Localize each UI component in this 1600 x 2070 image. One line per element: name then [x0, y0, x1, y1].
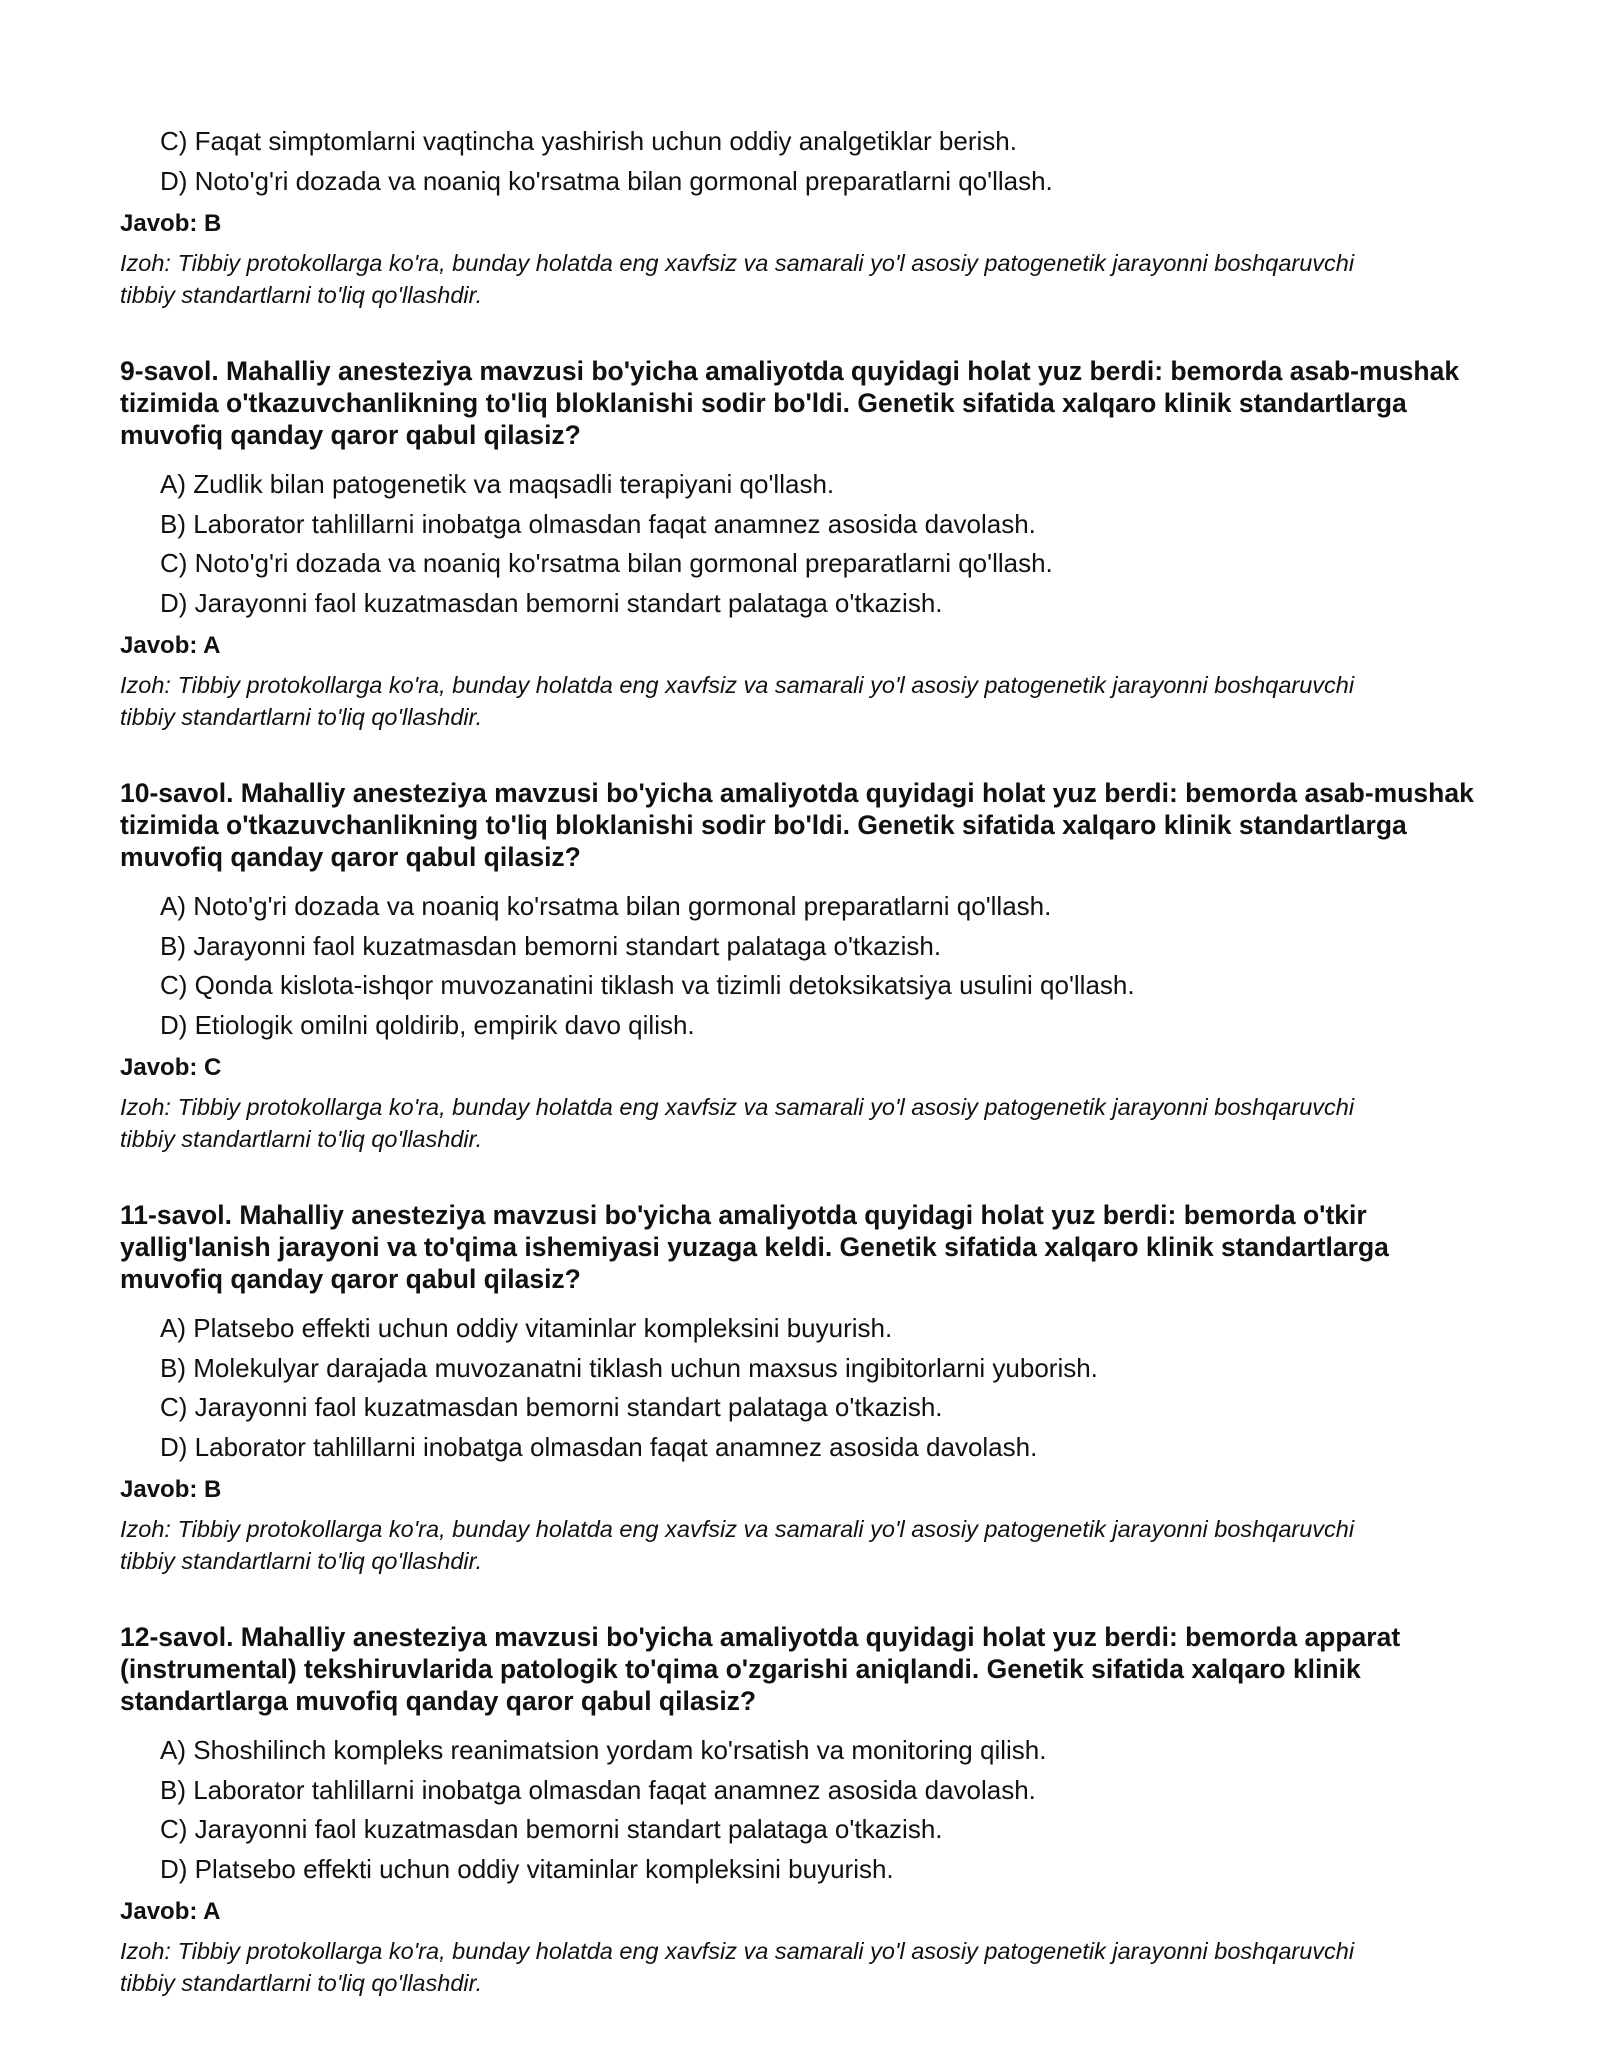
option-d: D) Platsebo effekti uchun oddiy vitaminlar kompleksini buyurish.: [160, 1853, 894, 1884]
option-d: D) Jarayonni faol kuzatmasdan bemorni standart palataga o'tkazish.: [160, 587, 943, 618]
option-d: D) Noto'g'ri dozada va noaniq ko'rsatma bilan gormonal preparatlarni qo'llash.: [160, 165, 1053, 196]
answer-key: Javob: B: [120, 210, 222, 237]
option-a: A) Shoshilinch kompleks reanimatsion yordam ko'rsatish va monitoring qilish.: [160, 1735, 1047, 1765]
answer-key: Javob: C: [120, 1054, 222, 1081]
answer-options: [120, 1309, 1490, 1467]
question-title: 9-savol. Mahalliy anesteziya mavzusi bo'yicha amaliyotda quyidagi holat yuz berdi: bemorda asab-mushak tizimida o'tkazuvchanlikning to'liq bloklanishi sodir bo'ldi. Genetik sifatida xalqaro klinik standartlarga muvofiq qanday qaror qabul qilasiz?: [120, 356, 1460, 450]
option-c: C) Jarayonni faol kuzatmasdan bemorni standart palataga o'tkazish.: [160, 1814, 943, 1844]
question-8-continued: [120, 122, 1490, 311]
question-10: [120, 777, 1490, 1155]
option-c: C) Jarayonni faol kuzatmasdan bemorni standart palataga o'tkazish.: [160, 1392, 943, 1422]
explanation: Izoh: Tibbiy protokollarga ko'ra, bunday holatda eng xavfsiz va samarali yo'l asosiy patogenetik jarayonni boshqaruvchi tibbiy standartlarni to'liq qo'llashdir.: [120, 672, 1355, 730]
option-c: C) Noto'g'ri dozada va noaniq ko'rsatma bilan gormonal preparatlarni qo'llash.: [160, 548, 1053, 578]
document-page: [120, 122, 1490, 2043]
option-b: B) Laborator tahlillarni inobatga olmasdan faqat anamnez asosida davolash.: [160, 1774, 1036, 1805]
option-d: D) Etiologik omilni qoldirib, empirik davo qilish.: [160, 1009, 695, 1040]
explanation: Izoh: Tibbiy protokollarga ko'ra, bunday holatda eng xavfsiz va samarali yo'l asosiy patogenetik jarayonni boshqaruvchi tibbiy standartlarni to'liq qo'llashdir.: [120, 1938, 1355, 1996]
question-9: [120, 355, 1490, 733]
question-12: [120, 1621, 1490, 1999]
option-c: C) Qonda kislota-ishqor muvozanatini tiklash va tizimli detoksikatsiya usulini qo'llash.: [160, 970, 1135, 1000]
option-a: A) Platsebo effekti uchun oddiy vitaminlar kompleksini buyurish.: [160, 1313, 893, 1343]
option-c: C) Faqat simptomlarni vaqtincha yashirish uchun oddiy analgetiklar berish.: [160, 126, 1017, 156]
option-b: B) Laborator tahlillarni inobatga olmasdan faqat anamnez asosida davolash.: [160, 508, 1036, 539]
option-d: D) Laborator tahlillarni inobatga olmasdan faqat anamnez asosida davolash.: [160, 1431, 1038, 1462]
answer-options: [120, 887, 1490, 1045]
question-title: 12-savol. Mahalliy anesteziya mavzusi bo'yicha amaliyotda quyidagi holat yuz berdi: bemorda apparat (instrumental) tekshiruvlarida patologik to'qima o'zgarishi aniqlandi. Genetik sifatida xalqaro klinik standartlarga muvofiq qanday qaror qabul qilasiz?: [120, 1622, 1401, 1716]
option-b: B) Jarayonni faol kuzatmasdan bemorni standart palataga o'tkazish.: [160, 930, 942, 961]
answer-key: Javob: A: [120, 632, 221, 659]
answer-options: [120, 1731, 1490, 1889]
option-a: A) Zudlik bilan patogenetik va maqsadli terapiyani qo'llash.: [160, 469, 835, 499]
answer-options: [120, 465, 1490, 623]
answer-key: Javob: A: [120, 1898, 221, 1925]
question-11: [120, 1199, 1490, 1577]
option-a: A) Noto'g'ri dozada va noaniq ko'rsatma bilan gormonal preparatlarni qo'llash.: [160, 891, 1052, 921]
answer-options: [120, 122, 1490, 201]
question-title: 10-savol. Mahalliy anesteziya mavzusi bo'yicha amaliyotda quyidagi holat yuz berdi: bemorda asab-mushak tizimida o'tkazuvchanlikning to'liq bloklanishi sodir bo'ldi. Genetik sifatida xalqaro klinik standartlarga muvofiq qanday qaror qabul qilasiz?: [120, 778, 1474, 872]
option-b: B) Molekulyar darajada muvozanatni tiklash uchun maxsus ingibitorlarni yuborish.: [160, 1352, 1098, 1383]
explanation: Izoh: Tibbiy protokollarga ko'ra, bunday holatda eng xavfsiz va samarali yo'l asosiy patogenetik jarayonni boshqaruvchi tibbiy standartlarni to'liq qo'llashdir.: [120, 1516, 1355, 1574]
answer-key: Javob: B: [120, 1476, 222, 1503]
explanation: Izoh: Tibbiy protokollarga ko'ra, bunday holatda eng xavfsiz va samarali yo'l asosiy patogenetik jarayonni boshqaruvchi tibbiy standartlarni to'liq qo'llashdir.: [120, 250, 1355, 308]
question-title: 11-savol. Mahalliy anesteziya mavzusi bo'yicha amaliyotda quyidagi holat yuz berdi: bemorda o'tkir yallig'lanish jarayoni va to'qima ishemiyasi yuzaga keldi. Genetik sifatida xalqaro klinik standartlarga muvofiq qanday qaror qabul qilasiz?: [120, 1200, 1389, 1294]
explanation: Izoh: Tibbiy protokollarga ko'ra, bunday holatda eng xavfsiz va samarali yo'l asosiy patogenetik jarayonni boshqaruvchi tibbiy standartlarni to'liq qo'llashdir.: [120, 1094, 1355, 1152]
